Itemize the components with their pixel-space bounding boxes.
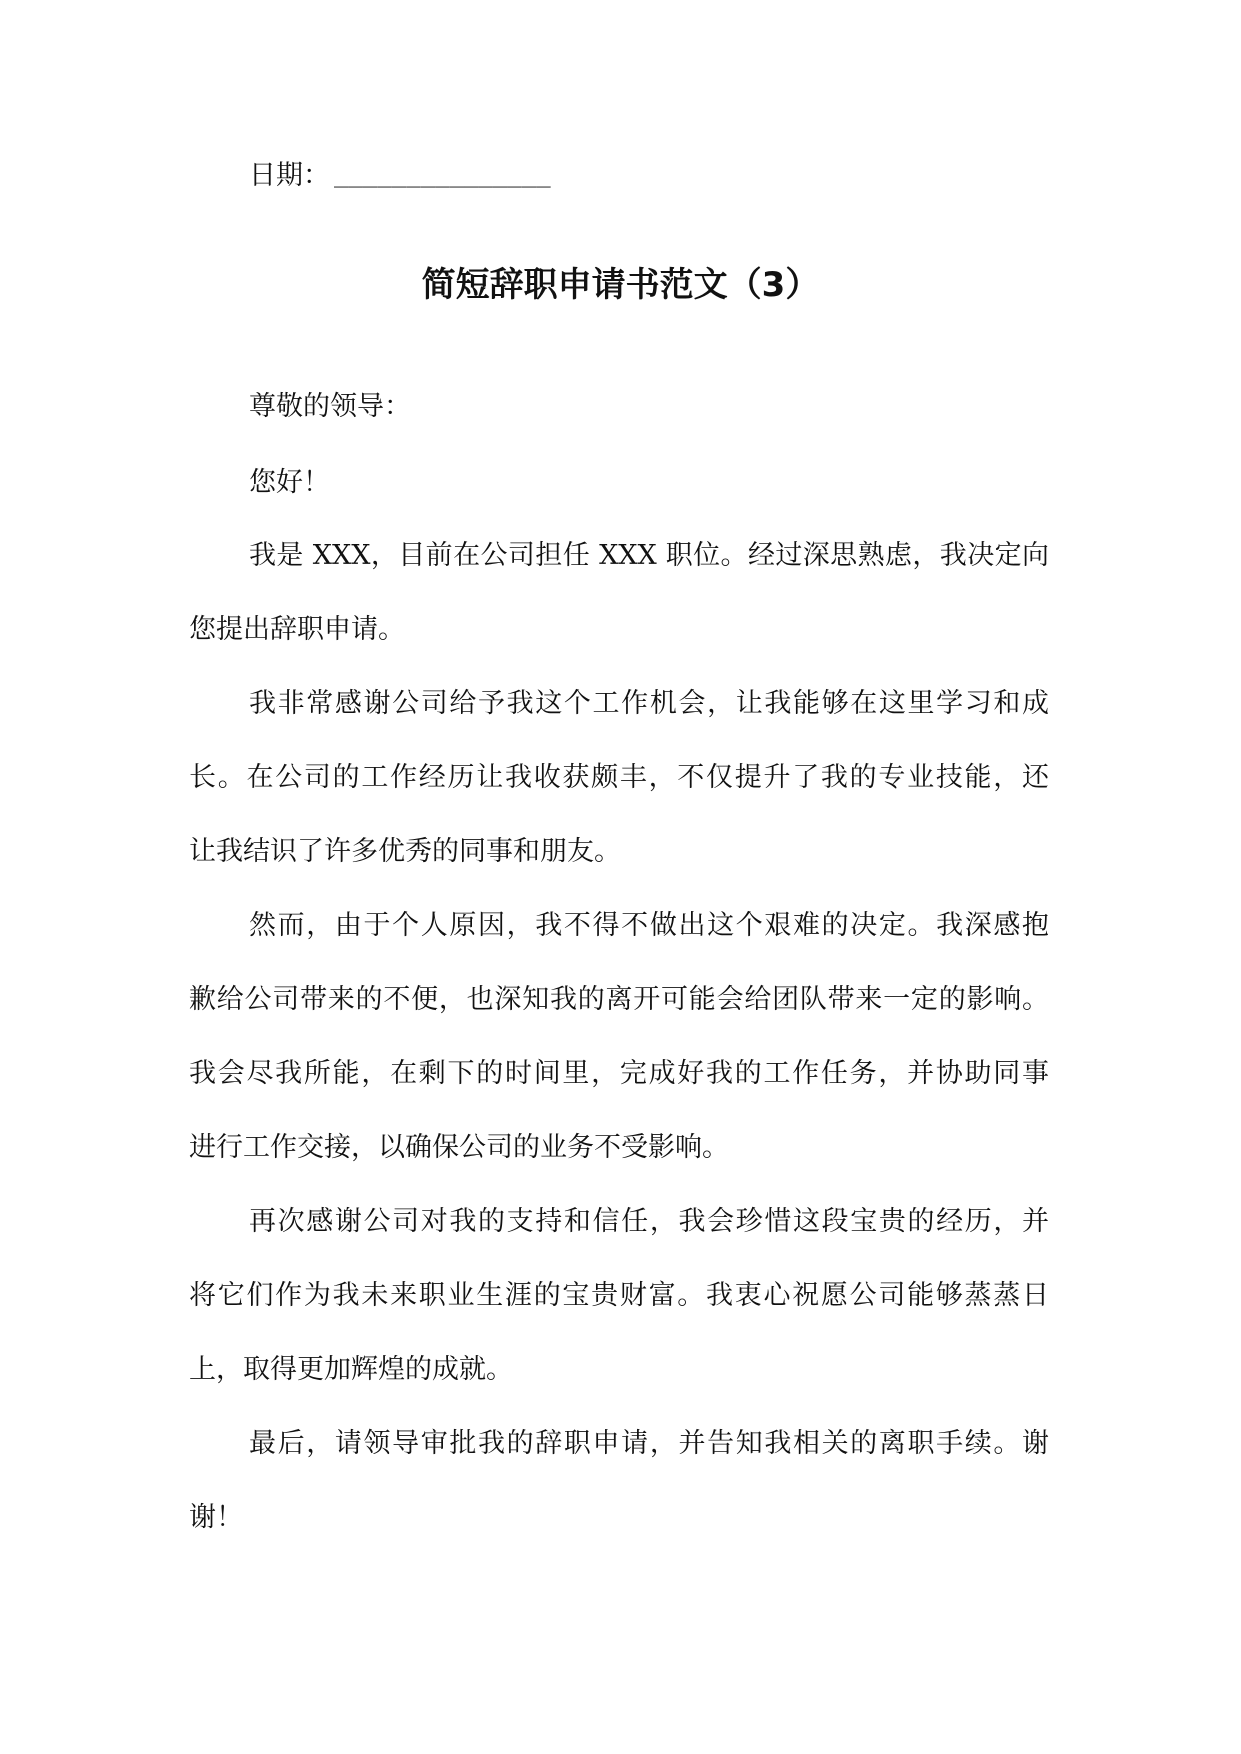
paragraph-1-line-2: 您提出辞职申请。 <box>189 614 405 645</box>
paragraph-2-line-1: 我非常感谢公司给予我这个工作机会，让我能够在这里学习和成 <box>249 688 1049 719</box>
paragraph-1-line-1: 我是 XXX，目前在公司担任 XXX 职位。经过深思熟虑，我决定向 <box>249 540 1049 571</box>
paragraph-3-line-2: 歉给公司带来的不便，也深知我的离开可能会给团队带来一定的影响。 <box>189 984 1049 1015</box>
paragraph-4-line-1: 再次感谢公司对我的支持和信任，我会珍惜这段宝贵的经历，并 <box>249 1206 1049 1237</box>
paragraph-3-line-1: 然而，由于个人原因，我不得不做出这个艰难的决定。我深感抱 <box>249 910 1049 941</box>
greeting: 您好！ <box>249 467 330 498</box>
paragraph-5-line-1: 最后，请领导审批我的辞职申请，并告知我相关的离职手续。谢 <box>249 1428 1049 1459</box>
salutation: 尊敬的领导： <box>249 391 411 422</box>
paragraph-4-line-3: 上，取得更加辉煌的成就。 <box>189 1354 513 1385</box>
paragraph-3-line-3: 我会尽我所能，在剩下的时间里，完成好我的工作任务，并协助同事 <box>189 1058 1049 1089</box>
date-blank-line: _______________ <box>334 160 551 188</box>
paragraph-3-line-4: 进行工作交接，以确保公司的业务不受影响。 <box>189 1132 729 1163</box>
date-label: 日期： <box>249 160 330 191</box>
paragraph-2-line-3: 让我结识了许多优秀的同事和朋友。 <box>189 836 621 867</box>
paragraph-4-line-2: 将它们作为我未来职业生涯的宝贵财富。我衷心祝愿公司能够蒸蒸日 <box>189 1280 1049 1311</box>
document-title: 简短辞职申请书范文（3） <box>421 265 820 305</box>
paragraph-2-line-2: 长。在公司的工作经历让我收获颇丰，不仅提升了我的专业技能，还 <box>189 762 1049 793</box>
paragraph-5-line-2: 谢！ <box>189 1502 243 1533</box>
